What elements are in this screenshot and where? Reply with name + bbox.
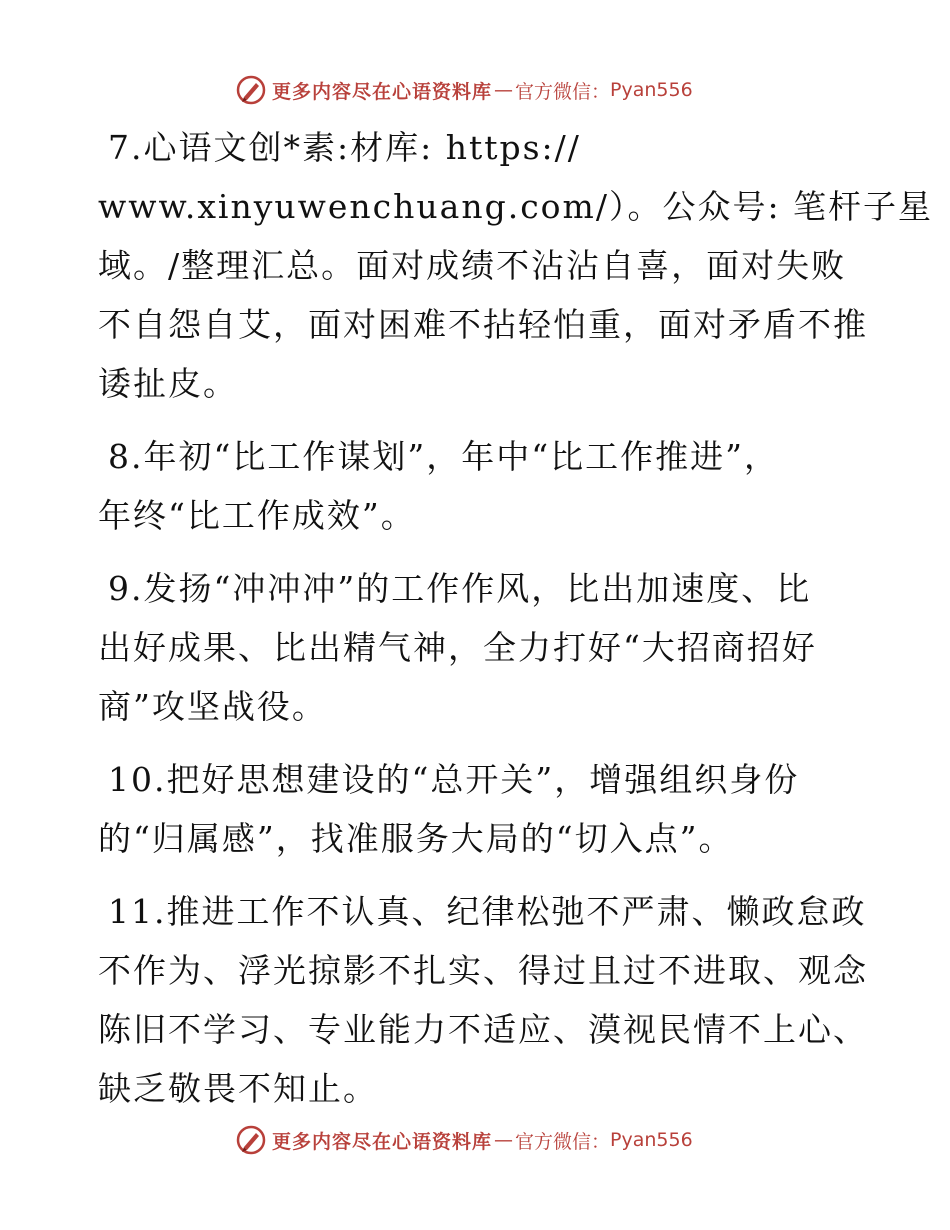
text-line: www.xinyuwenchuang.com/）。公众号: 笔杆子星: [98, 187, 934, 226]
text-line: 11.推进工作不认真、纪律松弛不严肃、懒政怠政: [108, 892, 867, 931]
text-line: 10.把好思想建设的“总开关”，增强组织身份: [108, 760, 800, 799]
text-line: 的“归属感”，找准服务大局的“切入点”。: [98, 819, 734, 858]
banner-brand-text: 更多内容尽在心语资料库: [272, 80, 493, 103]
text-line: 9.发扬“冲冲冲”的工作作风，比出加速度、比: [108, 569, 812, 608]
paragraph-9: [98, 559, 858, 736]
banner-wechat-label: 官方微信：: [515, 80, 611, 103]
text-line: 缺乏敬畏不知止。: [98, 1069, 378, 1108]
text-line: 诿扯皮。: [98, 364, 238, 403]
banner-wechat-label: 官方微信：: [515, 1130, 611, 1153]
text-line: 出好成果、比出精气神，全力打好“大招商招好: [98, 628, 817, 667]
header-banner: [236, 72, 716, 108]
banner-wechat-id: Pyan556: [610, 1129, 693, 1151]
text-line: 陈旧不学习、专业能力不适应、漠视民情不上心、: [98, 1010, 868, 1049]
text-line: 年终“比工作成效”。: [98, 496, 416, 535]
document-body: [98, 118, 934, 1132]
paragraph-8: [98, 427, 858, 545]
pen-logo-icon: [236, 1125, 266, 1155]
text-line: 商”攻坚战役。: [98, 687, 327, 726]
paragraph-10: [98, 750, 858, 868]
text-line: 7.心语文创*素:材库: https://: [108, 128, 581, 167]
text-line: 8.年初“比工作谋划”，年中“比工作推进”，: [108, 437, 779, 476]
footer-banner: [236, 1122, 716, 1158]
pen-logo-icon: [236, 75, 266, 105]
text-line: 域。/整理汇总。面对成绩不沾沾自喜，面对失败: [98, 246, 847, 285]
paragraph-11: [98, 882, 868, 1118]
banner-brand-text: 更多内容尽在心语资料库: [272, 1130, 493, 1153]
banner-wechat-id: Pyan556: [610, 79, 693, 101]
paragraph-7: [98, 118, 934, 413]
text-line: 不自怨自艾，面对困难不拈轻怕重，面对矛盾不推: [98, 305, 868, 344]
banner-separator: —: [494, 79, 514, 101]
text-line: 不作为、浮光掠影不扎实、得过且过不进取、观念: [98, 951, 868, 990]
banner-separator: —: [494, 1129, 514, 1151]
